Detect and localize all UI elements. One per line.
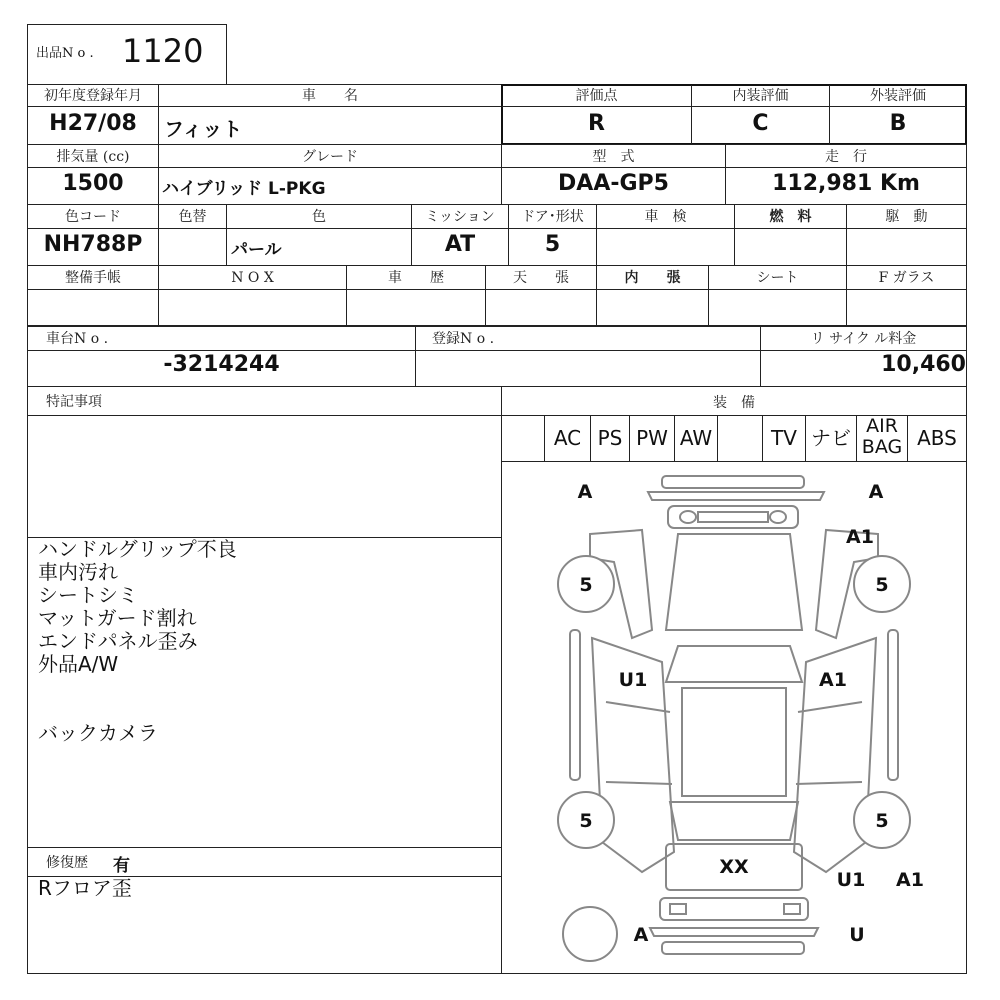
door-value: 5	[544, 232, 561, 257]
repair-history-label: 修復歴	[46, 855, 88, 871]
note-line: ハンドルグリップ不良	[38, 537, 237, 561]
mark-front-right: A	[868, 481, 884, 503]
mark-bottom-center: A	[633, 924, 649, 946]
glass-label: F ガラス	[878, 270, 935, 286]
repair-history-value: 有	[113, 856, 130, 876]
seat-label: シート	[756, 270, 799, 286]
mark-rear-center: XX	[719, 856, 749, 878]
chassis-value: -3214244	[163, 352, 280, 377]
exterior-score-value: B	[889, 111, 907, 136]
fuel-label: 燃 料	[769, 209, 812, 225]
exterior-score-label: 外装評価	[870, 88, 926, 104]
color-label: 色	[312, 209, 326, 225]
equipment-ac: AC	[553, 426, 582, 450]
score-value: R	[588, 111, 605, 136]
lot-number-value: 1120	[122, 32, 204, 70]
grade-label: グレード	[302, 149, 358, 165]
drive-label: 駆 動	[885, 209, 928, 225]
color-code-label: 色コード	[65, 209, 121, 225]
equipment-aw: AW	[679, 426, 713, 450]
interior-trim-label: 内 張	[624, 270, 681, 286]
lot-number-label: 出品N o .	[36, 46, 94, 61]
note-line: マットガード割れ	[38, 606, 197, 630]
mileage-value: 112,981 Km	[772, 171, 920, 196]
note-line: エンドパネル歪み	[38, 629, 198, 653]
ceiling-label: 天 張	[513, 270, 569, 286]
mark-left-side: U1	[618, 669, 648, 691]
mission-label: ミッション	[425, 209, 495, 225]
equipment-abs: ABS	[917, 426, 957, 450]
score-label: 評価点	[575, 88, 618, 104]
mark-bottom-right: U	[849, 924, 865, 946]
notes-label: 特記事項	[46, 394, 102, 410]
mark-front-right-2: A1	[846, 526, 874, 548]
first-reg-label: 初年度登録年月	[44, 88, 142, 104]
mark-rear-right-2: A1	[896, 869, 924, 891]
car-name-value: フィット	[164, 117, 243, 141]
mark-tire-fr: 5	[875, 574, 889, 596]
mark-front-left: A	[577, 481, 593, 503]
car-diagram	[502, 462, 966, 973]
mileage-label: 走 行	[825, 149, 867, 165]
repaint-label: 色替	[178, 209, 207, 225]
chassis-label: 車台N o .	[46, 331, 109, 347]
recycle-label: リ サイク ル料金	[810, 331, 917, 347]
mark-tire-fl: 5	[579, 574, 593, 596]
history-label: 車 歴	[388, 270, 444, 286]
first-reg-value: H27/08	[49, 111, 137, 136]
color-value: パール	[231, 240, 282, 260]
equipment-label: 装 備	[713, 395, 755, 411]
mark-tire-rr: 5	[875, 810, 889, 832]
mark-rear-right-1: U1	[836, 869, 866, 891]
equipment-navi: ナビ	[811, 426, 851, 450]
registration-label: 登録N o .	[432, 331, 495, 347]
equipment-pw: PW	[636, 426, 668, 450]
mark-tire-rl: 5	[579, 810, 593, 832]
note-line: 車内汚れ	[38, 560, 118, 584]
interior-score-label: 内装評価	[732, 88, 789, 104]
displacement-label: 排気量 (cc)	[56, 149, 130, 165]
equipment-tv: TV	[771, 426, 797, 450]
door-label: ドア･形状	[521, 209, 584, 225]
model-value: DAA-GP5	[558, 171, 669, 196]
maintenance-label: 整備手帳	[65, 270, 121, 286]
nox-label: N O X	[231, 270, 274, 286]
color-code-value: NH788P	[43, 232, 143, 257]
recycle-value: 10,460	[881, 352, 966, 377]
equipment-ps: PS	[597, 426, 623, 450]
model-label: 型 式	[592, 149, 635, 165]
note-line: バックカメラ	[38, 721, 158, 745]
equipment-airbag: AIR BAG	[861, 415, 903, 458]
mark-right-side: A1	[819, 669, 847, 691]
interior-score-value: C	[752, 111, 769, 136]
repair-detail: Rフロア歪	[38, 876, 132, 900]
note-line: シートシミ	[38, 583, 138, 607]
note-line: 外品A/W	[38, 652, 119, 676]
inspection-label: 車 検	[644, 209, 687, 225]
displacement-value: 1500	[62, 171, 124, 196]
mission-value: AT	[444, 232, 476, 257]
car-name-label: 車 名	[302, 88, 358, 104]
grade-value: ハイブリッド L-PKG	[162, 179, 326, 199]
